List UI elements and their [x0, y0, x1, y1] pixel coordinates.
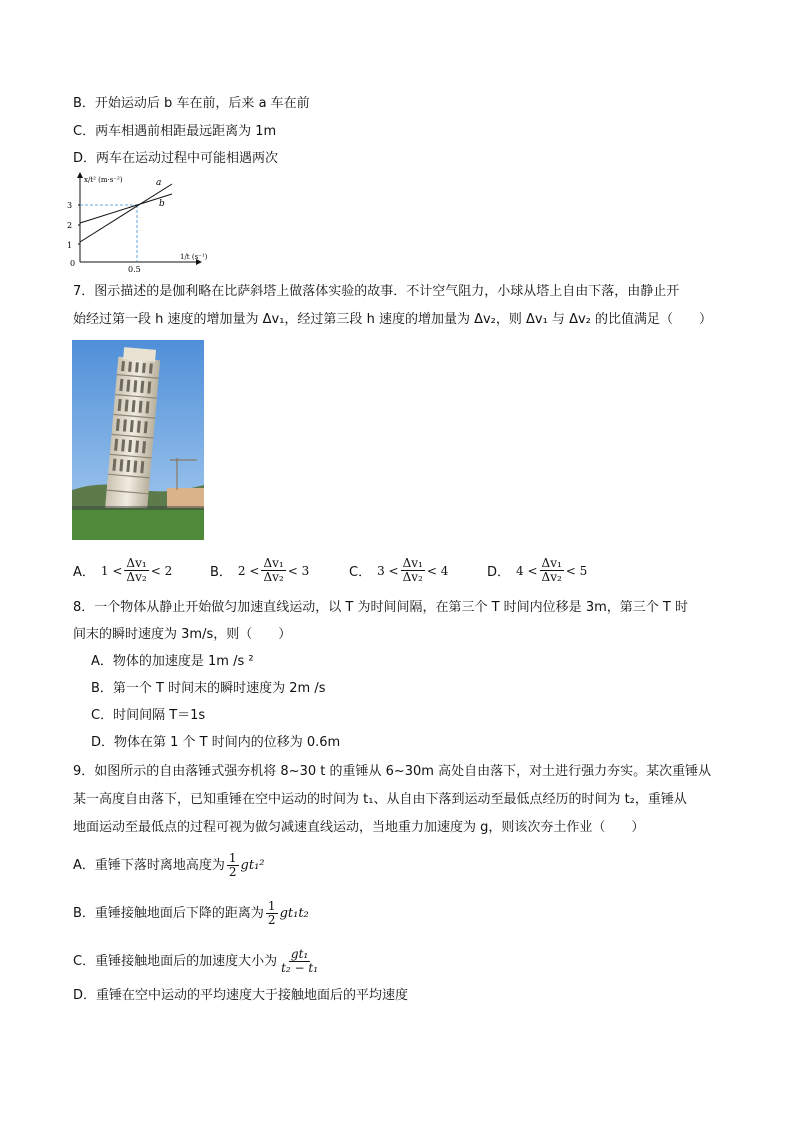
q7-option-d-high: 5	[579, 563, 588, 578]
q7-line-1: 7．图示描述的是伽利略在比萨斜塔上做落体实验的故事．不计空气阻力，小球从塔上自由下落，由静止开	[73, 284, 680, 299]
q7-option-b-label: B．	[210, 565, 232, 580]
q8-option-a: A．物体的加速度是 1m /s ²	[91, 654, 254, 669]
q9-option-b-text: B．重锤接触地面后下降的距离为	[73, 905, 264, 921]
q7-option-d-num: Δv₁	[541, 556, 562, 570]
q8-option-c: C．时间间隔 T＝1s	[91, 708, 206, 723]
q9-a-half-num: 1	[228, 851, 237, 865]
building	[167, 488, 204, 508]
q9-option-d: D．重锤在空中运动的平均速度大于接触地面后的平均速度	[73, 988, 409, 1003]
q9-line-2: 某一高度自由落下，已知重锤在空中运动的时间为 t₁、从自由下落到运动至最低点经历的时间为 t₂，重锤从	[73, 792, 687, 807]
q9-option-c	[73, 948, 322, 975]
q9-line-1: 9．如图所示的自由落锤式强夯机将 8~30 t 的重锤从 6~30m 高处自由落下，对土进行强力夯实。某次重锤从	[73, 764, 712, 779]
q8-option-d: D．物体在第 1 个 T 时间内的位移为 0.6m	[91, 735, 341, 750]
crowd	[72, 506, 204, 510]
q9-option-a-text: A．重锤下落时离地高度为	[73, 857, 225, 873]
q7-option-a: A． 1 < $\frac{\text{Δv₁}}{\text{Δv₂}}$ < 2	[73, 556, 173, 584]
line-b-label: b	[159, 199, 165, 209]
y-axis-label: x/t² (m·s⁻²)	[84, 176, 123, 184]
q9-option-c-text: C．重锤接触地面后的加速度大小为	[73, 953, 278, 969]
q7-option-b-low: 2	[237, 563, 246, 578]
q7-option-a-label: A．	[73, 565, 95, 580]
q7-option-d-den: Δv₂	[541, 570, 562, 584]
lawn	[72, 508, 204, 540]
q9-option-b	[73, 900, 309, 927]
q6-option-d: D．两车在运动过程中可能相遇两次	[73, 151, 279, 166]
q7-option-a-den: Δv₂	[126, 570, 147, 584]
q7-option-d: D． 4 < $\frac{\text{Δv₁}}{\text{Δv₂}}$ < 5	[487, 556, 588, 584]
q9-option-a-math: gt₁²	[240, 857, 265, 873]
q9-b-half-den: 2	[267, 913, 276, 927]
q6-option-c: C．两车相遇前相距最远距离为 1m	[73, 124, 277, 139]
q9-option-b-math: gt₁t₂	[279, 905, 309, 921]
q7-option-c-low: 3	[377, 563, 385, 578]
q7-line-2: 始经过第一段 h 速度的增加量为 Δv₁，经过第三段 h 速度的增加量为 Δv₂，则 Δv₁ 与 Δv₂ 的比值满足（ ）	[73, 312, 712, 327]
q7-option-a-num: Δv₁	[126, 556, 147, 570]
x-tick-label: 0.5	[128, 265, 141, 274]
q7-option-b: B． 2 < $\frac{\text{Δv₁}}{\text{Δv₂}}$ < 3	[210, 556, 310, 584]
q7-option-b-den: Δv₂	[263, 570, 284, 584]
q7-option-b-num: Δv₁	[263, 556, 284, 570]
origin-label: 0	[70, 259, 76, 268]
q7-option-c-den: Δv₂	[402, 570, 423, 584]
q7-option-c: C． 3 < $\frac{\text{Δv₁}}{\text{Δv₂}}$ < 4	[349, 556, 449, 584]
x-over-t2-graph	[62, 170, 208, 274]
y-tick-label-1: 1	[67, 241, 73, 250]
q7-option-a-high: 2	[164, 563, 173, 578]
leaning-tower-photo	[72, 340, 204, 540]
q9-a-half-den: 2	[228, 865, 237, 879]
q8-line-2: 间末的瞬时速度为 3m/s，则（ ）	[73, 627, 292, 642]
q7-option-c-high: 4	[440, 563, 449, 578]
q9-c-den: t₂ − t₁	[281, 961, 319, 975]
x-axis-label: 1/t (s⁻¹)	[180, 253, 208, 261]
q9-b-half-num: 1	[267, 899, 276, 913]
q9-option-a	[73, 852, 265, 879]
q7-option-c-label: C．	[349, 565, 372, 580]
q8-option-b: B．第一个 T 时间末的瞬时速度为 2m /s	[91, 681, 326, 696]
q7-option-b-high: 3	[301, 563, 310, 578]
q8-line-1: 8．一个物体从静止开始做匀加速直线运动，以 T 为时间间隔，在第三个 T 时间内位移是 3m，第三个 T 时	[73, 600, 688, 615]
line-a-label: a	[156, 178, 162, 188]
line-a	[80, 184, 172, 242]
q7-option-d-label: D．	[487, 565, 511, 580]
y-tick-label-3: 3	[67, 201, 73, 210]
y-axis-arrow	[77, 172, 83, 178]
q7-option-c-num: Δv₁	[402, 556, 423, 570]
q6-option-b: B．开始运动后 b 车在前，后来 a 车在前	[73, 96, 310, 111]
q7-option-d-low: 4	[516, 563, 524, 578]
q9-c-num: gt₁	[290, 947, 309, 961]
q9-line-3: 地面运动至最低点的过程可视为做匀减速直线运动，当地重力加速度为 g，则该次夯土作业（ ）	[73, 820, 645, 835]
y-tick-label-2: 2	[67, 221, 73, 230]
q7-option-a-low: 1	[100, 563, 109, 578]
